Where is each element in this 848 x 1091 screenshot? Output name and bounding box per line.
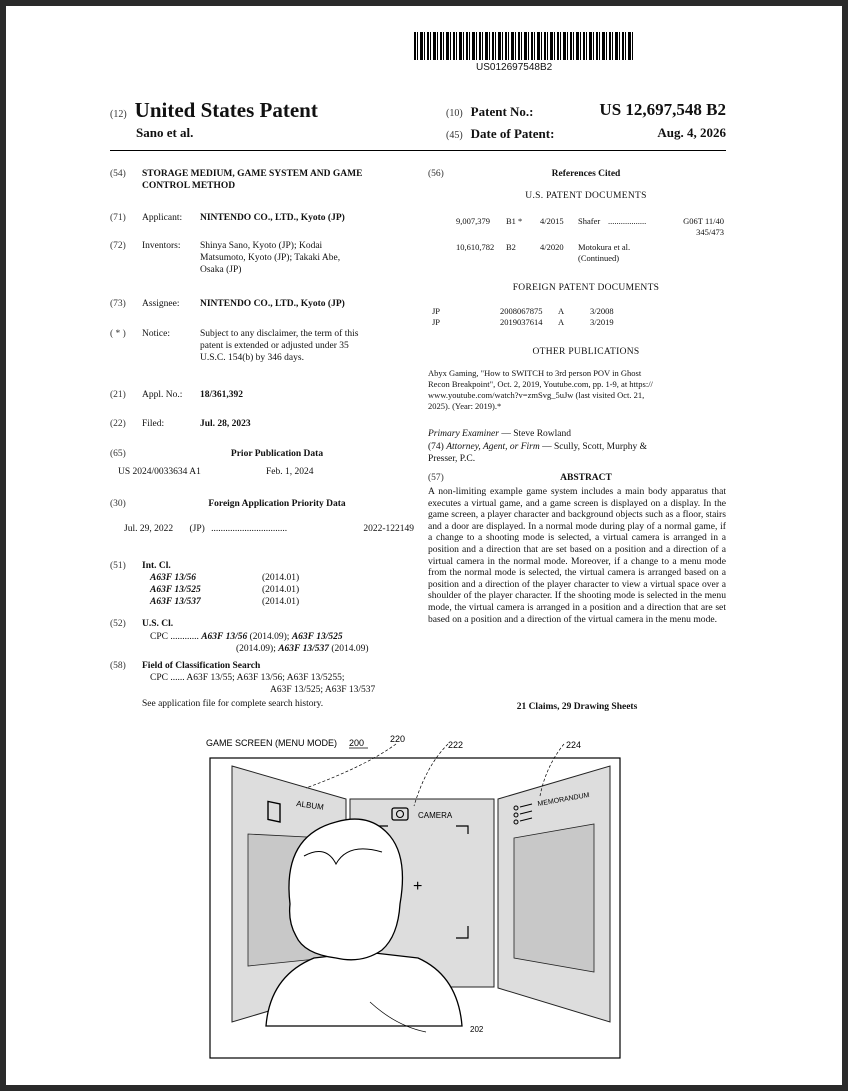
attorney-label: Attorney, Agent, or Firm bbox=[446, 442, 540, 452]
assignee-label: Assignee: bbox=[142, 299, 180, 309]
examiner-line bbox=[428, 428, 571, 440]
date-num: (45) bbox=[446, 130, 463, 141]
cpc-row-2 bbox=[236, 643, 369, 655]
inventors-label: Inventors: bbox=[142, 241, 181, 251]
filed-label: Filed: bbox=[142, 419, 165, 429]
patent-no-num: (10) bbox=[446, 108, 463, 119]
front-page-figure bbox=[186, 726, 626, 1066]
leader-222 bbox=[414, 744, 448, 806]
header-divider bbox=[110, 150, 726, 151]
us-doc-name: Motokura et al. bbox=[578, 242, 631, 252]
examiner-label: Primary Examiner bbox=[428, 429, 499, 439]
ref-220: 220 bbox=[390, 734, 406, 744]
prior-pub-number: US 2024/0033634 A1 bbox=[118, 467, 201, 477]
ref-224: 224 bbox=[566, 740, 582, 750]
inventors-num: (72) bbox=[110, 241, 126, 251]
applicant-num: (71) bbox=[110, 213, 126, 223]
foreign-docs-title: FOREIGN PATENT DOCUMENTS bbox=[512, 283, 660, 293]
date-label: Date of Patent: bbox=[470, 126, 555, 141]
field-cpc-2: A63F 13/525; A63F 13/537 bbox=[270, 685, 376, 695]
us-doc-number: 10,610,782 bbox=[456, 242, 495, 252]
notice-line: U.S.C. 154(b) by 346 days. bbox=[200, 353, 304, 363]
patent-kind-title: United States Patent bbox=[134, 98, 318, 122]
inventors-line: Shinya Sano, Kyoto (JP); Kodai bbox=[200, 241, 323, 251]
leader-220 bbox=[306, 744, 396, 788]
foreign-dots: ................................ bbox=[211, 524, 288, 534]
attorney-line bbox=[428, 441, 647, 453]
us-doc-class: G06T 11/40 bbox=[683, 216, 724, 226]
cpc-version: (2014.09) bbox=[331, 644, 369, 654]
foreign-priority-row bbox=[124, 523, 414, 535]
attorney: — Scully, Scott, Murphy & bbox=[542, 442, 648, 452]
assignee: NINTENDO CO., LTD., Kyoto (JP) bbox=[200, 299, 345, 309]
cpc-code: A63F 13/537 bbox=[278, 644, 329, 654]
cpc-version: (2014.09); bbox=[236, 644, 276, 654]
foreign-doc-number: 2008067875 bbox=[500, 306, 543, 316]
intcl-label: Int. Cl. bbox=[142, 561, 171, 571]
applicant-label: Applicant: bbox=[142, 213, 183, 223]
notice-text bbox=[200, 328, 412, 364]
field-num: (58) bbox=[110, 661, 126, 671]
foreign-country: (JP) bbox=[189, 524, 205, 534]
other-pub-line: Recon Breakpoint", Oct. 2, 2019, Youtube.com, pp. 1-9, at https:// bbox=[428, 379, 653, 389]
us-doc-date: 4/2020 bbox=[540, 242, 564, 252]
other-pub-line: 2025). (Year: 2019).* bbox=[428, 401, 502, 411]
intcl-row bbox=[150, 572, 350, 584]
cpc-version: (2014.09); bbox=[249, 632, 290, 642]
inventor-short: Sano et al. bbox=[136, 125, 194, 140]
us-doc-dots: .................. bbox=[608, 216, 647, 226]
intcl-row bbox=[150, 596, 350, 608]
examiner: — Steve Rowland bbox=[501, 429, 572, 439]
patent-kind-line bbox=[110, 98, 318, 123]
applicant: NINTENDO CO., LTD., Kyoto (JP) bbox=[200, 213, 345, 223]
notice-line: patent is extended or adjusted under 35 bbox=[200, 341, 349, 351]
us-doc-kind: B1 * bbox=[506, 216, 523, 226]
prior-pub-date: Feb. 1, 2024 bbox=[266, 467, 314, 477]
memorandum-label: MEMORANDUM bbox=[537, 791, 591, 808]
us-doc-number: 9,007,379 bbox=[456, 216, 490, 226]
filed-num: (22) bbox=[110, 419, 126, 429]
abstract-text: A non-limiting example game system includes a main body apparatus that executes a virtual game, and a game screen is displayed on a display. In the game screen, a player character and background objects such as a floor, stairs and a door are displayed. In a normal mode during play of a normal game, if a change to a shooting mode is selected, a virtual camera is arranged in a position and a direction that are set based on a position and a direction of a virtual camera in the normal mode. Moreover, if a change to a menu mode from the normal mode is selected, the virtual camera is arranged based on a position and a direction of the player character to view a virtual space over a shoulder of the player character. If the shooting mode is selected in the menu mode, the virtual camera is arranged in a position and a direction that are set based on a position and a direction of the virtual camera in the menu mode. bbox=[428, 486, 726, 625]
uscl-label: U.S. Cl. bbox=[142, 619, 174, 629]
continued-note: (Continued) bbox=[578, 253, 620, 263]
figure-caption: GAME SCREEN (MENU MODE) bbox=[206, 738, 338, 748]
intcl-version: (2014.01) bbox=[262, 585, 300, 595]
appl-num: (21) bbox=[110, 390, 126, 400]
foreign-doc-date: 3/2019 bbox=[590, 317, 614, 327]
cpc-label: CPC bbox=[150, 632, 168, 642]
inventors bbox=[200, 240, 410, 276]
us-doc-date: 4/2015 bbox=[540, 216, 564, 226]
cpc-code: A63F 13/525 bbox=[291, 632, 343, 642]
intcl-list bbox=[150, 572, 350, 608]
intcl-code: A63F 13/56 bbox=[150, 573, 197, 583]
ref-202: 202 bbox=[470, 1025, 484, 1034]
memorandum-panel-inner bbox=[514, 824, 594, 972]
inventors-line: Matsumoto, Kyoto (JP); Takaki Abe, bbox=[200, 253, 341, 263]
other-pub-line: Abyx Gaming, "How to SWITCH to 3rd person POV in Ghost bbox=[428, 368, 642, 378]
foreign-priority-title: Foreign Application Priority Data bbox=[208, 499, 346, 509]
invention-title: STORAGE MEDIUM, GAME SYSTEM AND GAME CONTROL METHOD bbox=[142, 169, 363, 191]
album-label: ALBUM bbox=[295, 799, 325, 812]
patent-no-label: Patent No.: bbox=[470, 104, 534, 119]
assignee-num: (73) bbox=[110, 299, 126, 309]
camera-label: CAMERA bbox=[418, 811, 453, 820]
field-cpc: CPC ...... A63F 13/55; A63F 13/56; A63F 13/5255; bbox=[150, 673, 345, 683]
refs-num: (56) bbox=[428, 169, 444, 179]
foreign-doc-number: 2019037614 bbox=[500, 317, 543, 327]
cpc-row bbox=[150, 631, 414, 643]
foreign-doc-date: 3/2008 bbox=[590, 306, 614, 316]
intcl-code: A63F 13/537 bbox=[150, 597, 201, 607]
barcode-number: US012697548B2 bbox=[476, 62, 553, 73]
appl-label: Appl. No.: bbox=[142, 390, 183, 400]
intcl-row bbox=[150, 584, 350, 596]
foreign-app-number: 2022-122149 bbox=[363, 524, 414, 534]
application-number: 18/361,392 bbox=[200, 390, 244, 400]
title-num: (54) bbox=[110, 169, 126, 179]
foreign-date: Jul. 29, 2022 bbox=[124, 524, 174, 534]
prior-pub-title: Prior Publication Data bbox=[230, 449, 324, 459]
us-doc-class-2: 345/473 bbox=[696, 227, 724, 237]
abstract-num: (57) bbox=[428, 473, 444, 483]
other-pub bbox=[428, 368, 728, 412]
prior-num: (65) bbox=[110, 449, 126, 459]
intcl-version: (2014.01) bbox=[262, 597, 300, 607]
foreign-doc-country: JP bbox=[432, 306, 441, 316]
notice-num: ( * ) bbox=[110, 329, 126, 339]
cpc-code: A63F 13/56 bbox=[201, 632, 248, 642]
us-doc-name: Shafer bbox=[578, 216, 601, 226]
cpc-dots: ............ bbox=[170, 632, 199, 642]
other-pub-line: www.youtube.com/watch?v=zmSvg_5uJw (last visited Oct. 21, bbox=[428, 390, 645, 400]
notice-line: Subject to any disclaimer, the term of this bbox=[200, 329, 359, 339]
foreign-doc-country: JP bbox=[432, 317, 441, 327]
foreign-doc-kind: A bbox=[558, 317, 565, 327]
field-label: Field of Classification Search bbox=[142, 661, 261, 671]
attorney-2: Presser, P.C. bbox=[428, 454, 476, 464]
attorney-num: (74) bbox=[428, 442, 444, 452]
intcl-num: (51) bbox=[110, 561, 126, 571]
kind-number: (12) bbox=[110, 109, 127, 120]
patent-date: Aug. 4, 2026 bbox=[657, 125, 726, 140]
us-docs-title: U.S. PATENT DOCUMENTS bbox=[525, 191, 647, 201]
field-note: See application file for complete search history. bbox=[142, 699, 324, 709]
filing-date: Jul. 28, 2023 bbox=[200, 419, 251, 429]
claims-count: 21 Claims, 29 Drawing Sheets bbox=[516, 702, 638, 712]
intcl-code: A63F 13/525 bbox=[150, 585, 201, 595]
ref-200: 200 bbox=[349, 738, 365, 748]
foreign-doc-kind: A bbox=[558, 306, 565, 316]
crosshair: + bbox=[413, 878, 423, 895]
inventors-line: Osaka (JP) bbox=[200, 265, 242, 275]
uscl-num: (52) bbox=[110, 619, 126, 629]
patent-page bbox=[6, 6, 842, 1085]
notice-label: Notice: bbox=[142, 329, 170, 339]
ref-222: 222 bbox=[448, 740, 464, 750]
refs-title: References Cited bbox=[551, 169, 621, 179]
us-doc-kind: B2 bbox=[506, 242, 516, 252]
foreign-num: (30) bbox=[110, 499, 126, 509]
patent-number-line bbox=[446, 100, 726, 121]
other-pubs-title: OTHER PUBLICATIONS bbox=[532, 347, 640, 357]
intcl-version: (2014.01) bbox=[262, 573, 300, 583]
barcode-image bbox=[414, 32, 634, 60]
abstract-title: ABSTRACT bbox=[560, 473, 612, 483]
patent-number: US 12,697,548 B2 bbox=[599, 100, 726, 119]
date-line bbox=[446, 125, 726, 143]
